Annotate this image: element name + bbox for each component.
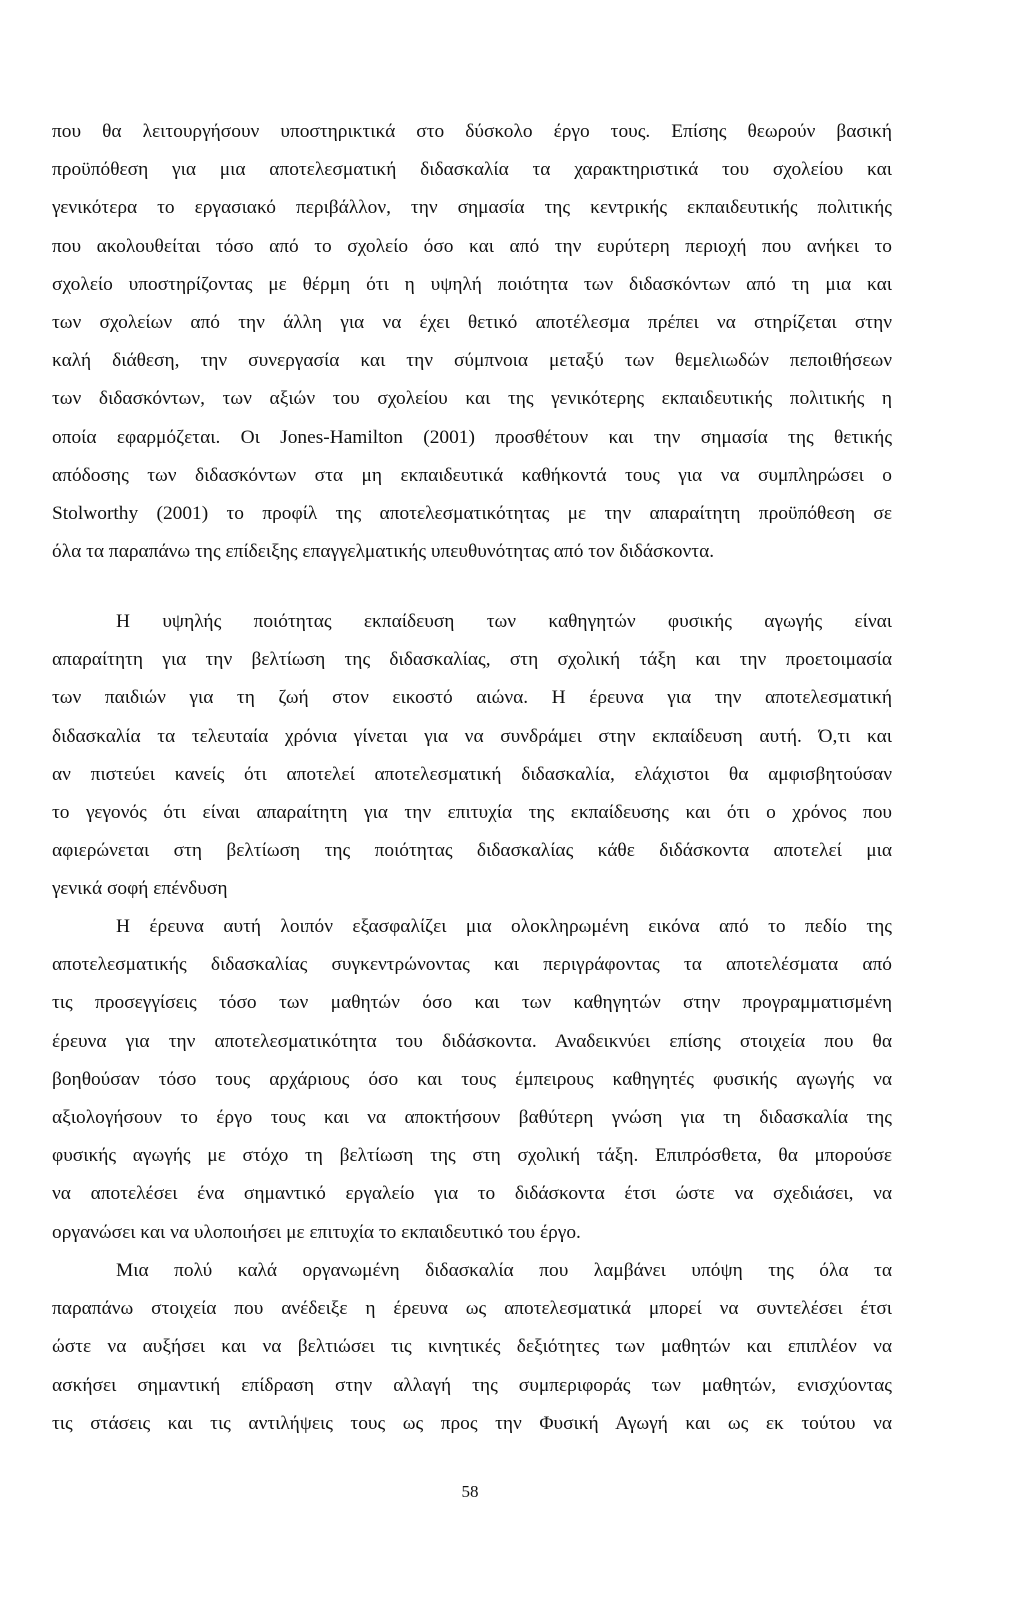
text-line: τις στάσεις και τις αντιλήψεις τους ως προς την Φυσική Αγωγή και ως εκ τούτου να	[52, 1412, 892, 1434]
text-line: απόδοσης των διδασκόντων στα μη εκπαιδευτικά καθήκοντά τους για να συμπληρώσει ο	[52, 464, 892, 486]
text-line: το γεγονός ότι είναι απαραίτητη για την επιτυχία της εκπαίδευσης και ότι ο χρόνος που	[52, 801, 892, 823]
text-line: που θα λειτουργήσουν υποστηρικτικά στο δύσκολο έργο τους. Επίσης θεωρούν βασική	[52, 121, 892, 142]
text-line: τις προσεγγίσεις τόσο των μαθητών όσο και των καθηγητών στην προγραμματισμένη	[52, 992, 892, 1014]
text-line: φυσικής αγωγής με στόχο τη βελτίωση της στη σχολική τάξη. Επιπρόσθετα, θα μπορούσε	[52, 1145, 892, 1167]
text-line: παραπάνω στοιχεία που ανέδειξε η έρευνα ως αποτελεσματικά μπορεί να συντελέσει έτσι	[52, 1298, 892, 1320]
text-line: των σχολείων από την άλλη για να έχει θετικό αποτέλεσμα πρέπει να στηρίζεται στην	[52, 311, 892, 333]
text-line: αξιολογήσουν το έργο τους και να αποκτήσουν βαθύτερη γνώση για τη διδασκαλία της	[52, 1106, 892, 1128]
text-line: γενικά σοφή επένδυση	[52, 878, 228, 900]
text-line: όλα τα παραπάνω της επίδειξης επαγγελματικής υπευθυνότητας από τον διδάσκοντα.	[52, 541, 715, 563]
text-line: αποτελεσματικής διδασκαλίας συγκεντρώνοντας και περιγράφοντας τα αποτελέσματα από	[52, 954, 892, 976]
text-line: γενικότερα το εργασιακό περιβάλλον, την σημασία της κεντρικής εκπαιδευτικής πολιτικής	[52, 197, 892, 219]
text-line: Η έρευνα αυτή λοιπόν εξασφαλίζει μια ολοκληρωμένη εικόνα από το πεδίο της	[116, 916, 892, 937]
text-line: σχολείο υποστηρίζοντας με θέρμη ότι η υψηλή ποιότητα των διδασκόντων από τη μια και	[52, 273, 892, 295]
text-line: καλή διάθεση, την συνεργασία και την σύμπνοια μεταξύ των θεμελιωδών πεποιθήσεων	[52, 350, 892, 372]
paragraph-1	[52, 113, 892, 571]
text-line: Stolworthy (2001) το προφίλ της αποτελεσματικότητας με την απαραίτητη προϋπόθεση σε	[52, 502, 892, 524]
text-line: αν πιστεύει κανείς ότι αποτελεί αποτελεσματική διδασκαλία, ελάχιστοι θα αμφισβητούσαν	[52, 763, 892, 785]
text-line: των διδασκόντων, των αξιών του σχολείου και της γενικότερης εκπαιδευτικής πολιτικής η	[52, 388, 892, 410]
text-line: οποία εφαρμόζεται. Οι Jones-Hamilton (2001) προσθέτουν και την σημασία της θετικής	[52, 426, 892, 448]
text-line: Μια πολύ καλά οργανωμένη διδασκαλία που λαμβάνει υπόψη της όλα τα	[116, 1260, 892, 1281]
paragraph-3	[52, 908, 892, 1252]
text-line: Η υψηλής ποιότητας εκπαίδευση των καθηγητών φυσικής αγωγής είναι	[116, 611, 892, 632]
text-line: απαραίτητη για την βελτίωση της διδασκαλίας, στη σχολική τάξη και την προετοιμασία	[52, 649, 892, 671]
text-line: οργανώσει και να υλοποιήσει με επιτυχία το εκπαιδευτικό του έργο.	[52, 1221, 581, 1243]
paragraph-4	[52, 1252, 892, 1443]
paragraph-2	[52, 603, 892, 909]
text-line: βοηθούσαν τόσο τους αρχάριους όσο και τους έμπειρους καθηγητές φυσικής αγωγής να	[52, 1068, 892, 1090]
text-line: διδασκαλία τα τελευταία χρόνια γίνεται για να συνδράμει στην εκπαίδευση αυτή. Ό,τι και	[52, 725, 892, 747]
text-line: ώστε να αυξήσει και να βελτιώσει τις κινητικές δεξιότητες των μαθητών και επιπλέον να	[52, 1336, 892, 1358]
text-line: προϋπόθεση για μια αποτελεσματική διδασκαλία τα χαρακτηριστικά του σχολείου και	[52, 159, 892, 181]
text-line: ασκήσει σημαντική επίδραση στην αλλαγή της συμπεριφοράς των μαθητών, ενισχύοντας	[52, 1374, 892, 1396]
text-line: που ακολουθείται τόσο από το σχολείο όσο και από την ευρύτερη περιοχή που ανήκει το	[52, 235, 892, 257]
text-line: έρευνα για την αποτελεσματικότητα του διδάσκοντα. Αναδεικνύει επίσης στοιχεία που θα	[52, 1030, 892, 1052]
text-line: των παιδιών για τη ζωή στον εικοστό αιώνα. Η έρευνα για την αποτελεσματική	[52, 687, 892, 709]
page-number: 58	[461, 1482, 479, 1501]
text-line: να αποτελέσει ένα σημαντικό εργαλείο για το διδάσκοντα έτσι ώστε να σχεδιάσει, να	[52, 1183, 892, 1205]
text-line: αφιερώνεται στη βελτίωση της ποιότητας διδασκαλίας κάθε διδάσκοντα αποτελεί μια	[52, 840, 892, 862]
